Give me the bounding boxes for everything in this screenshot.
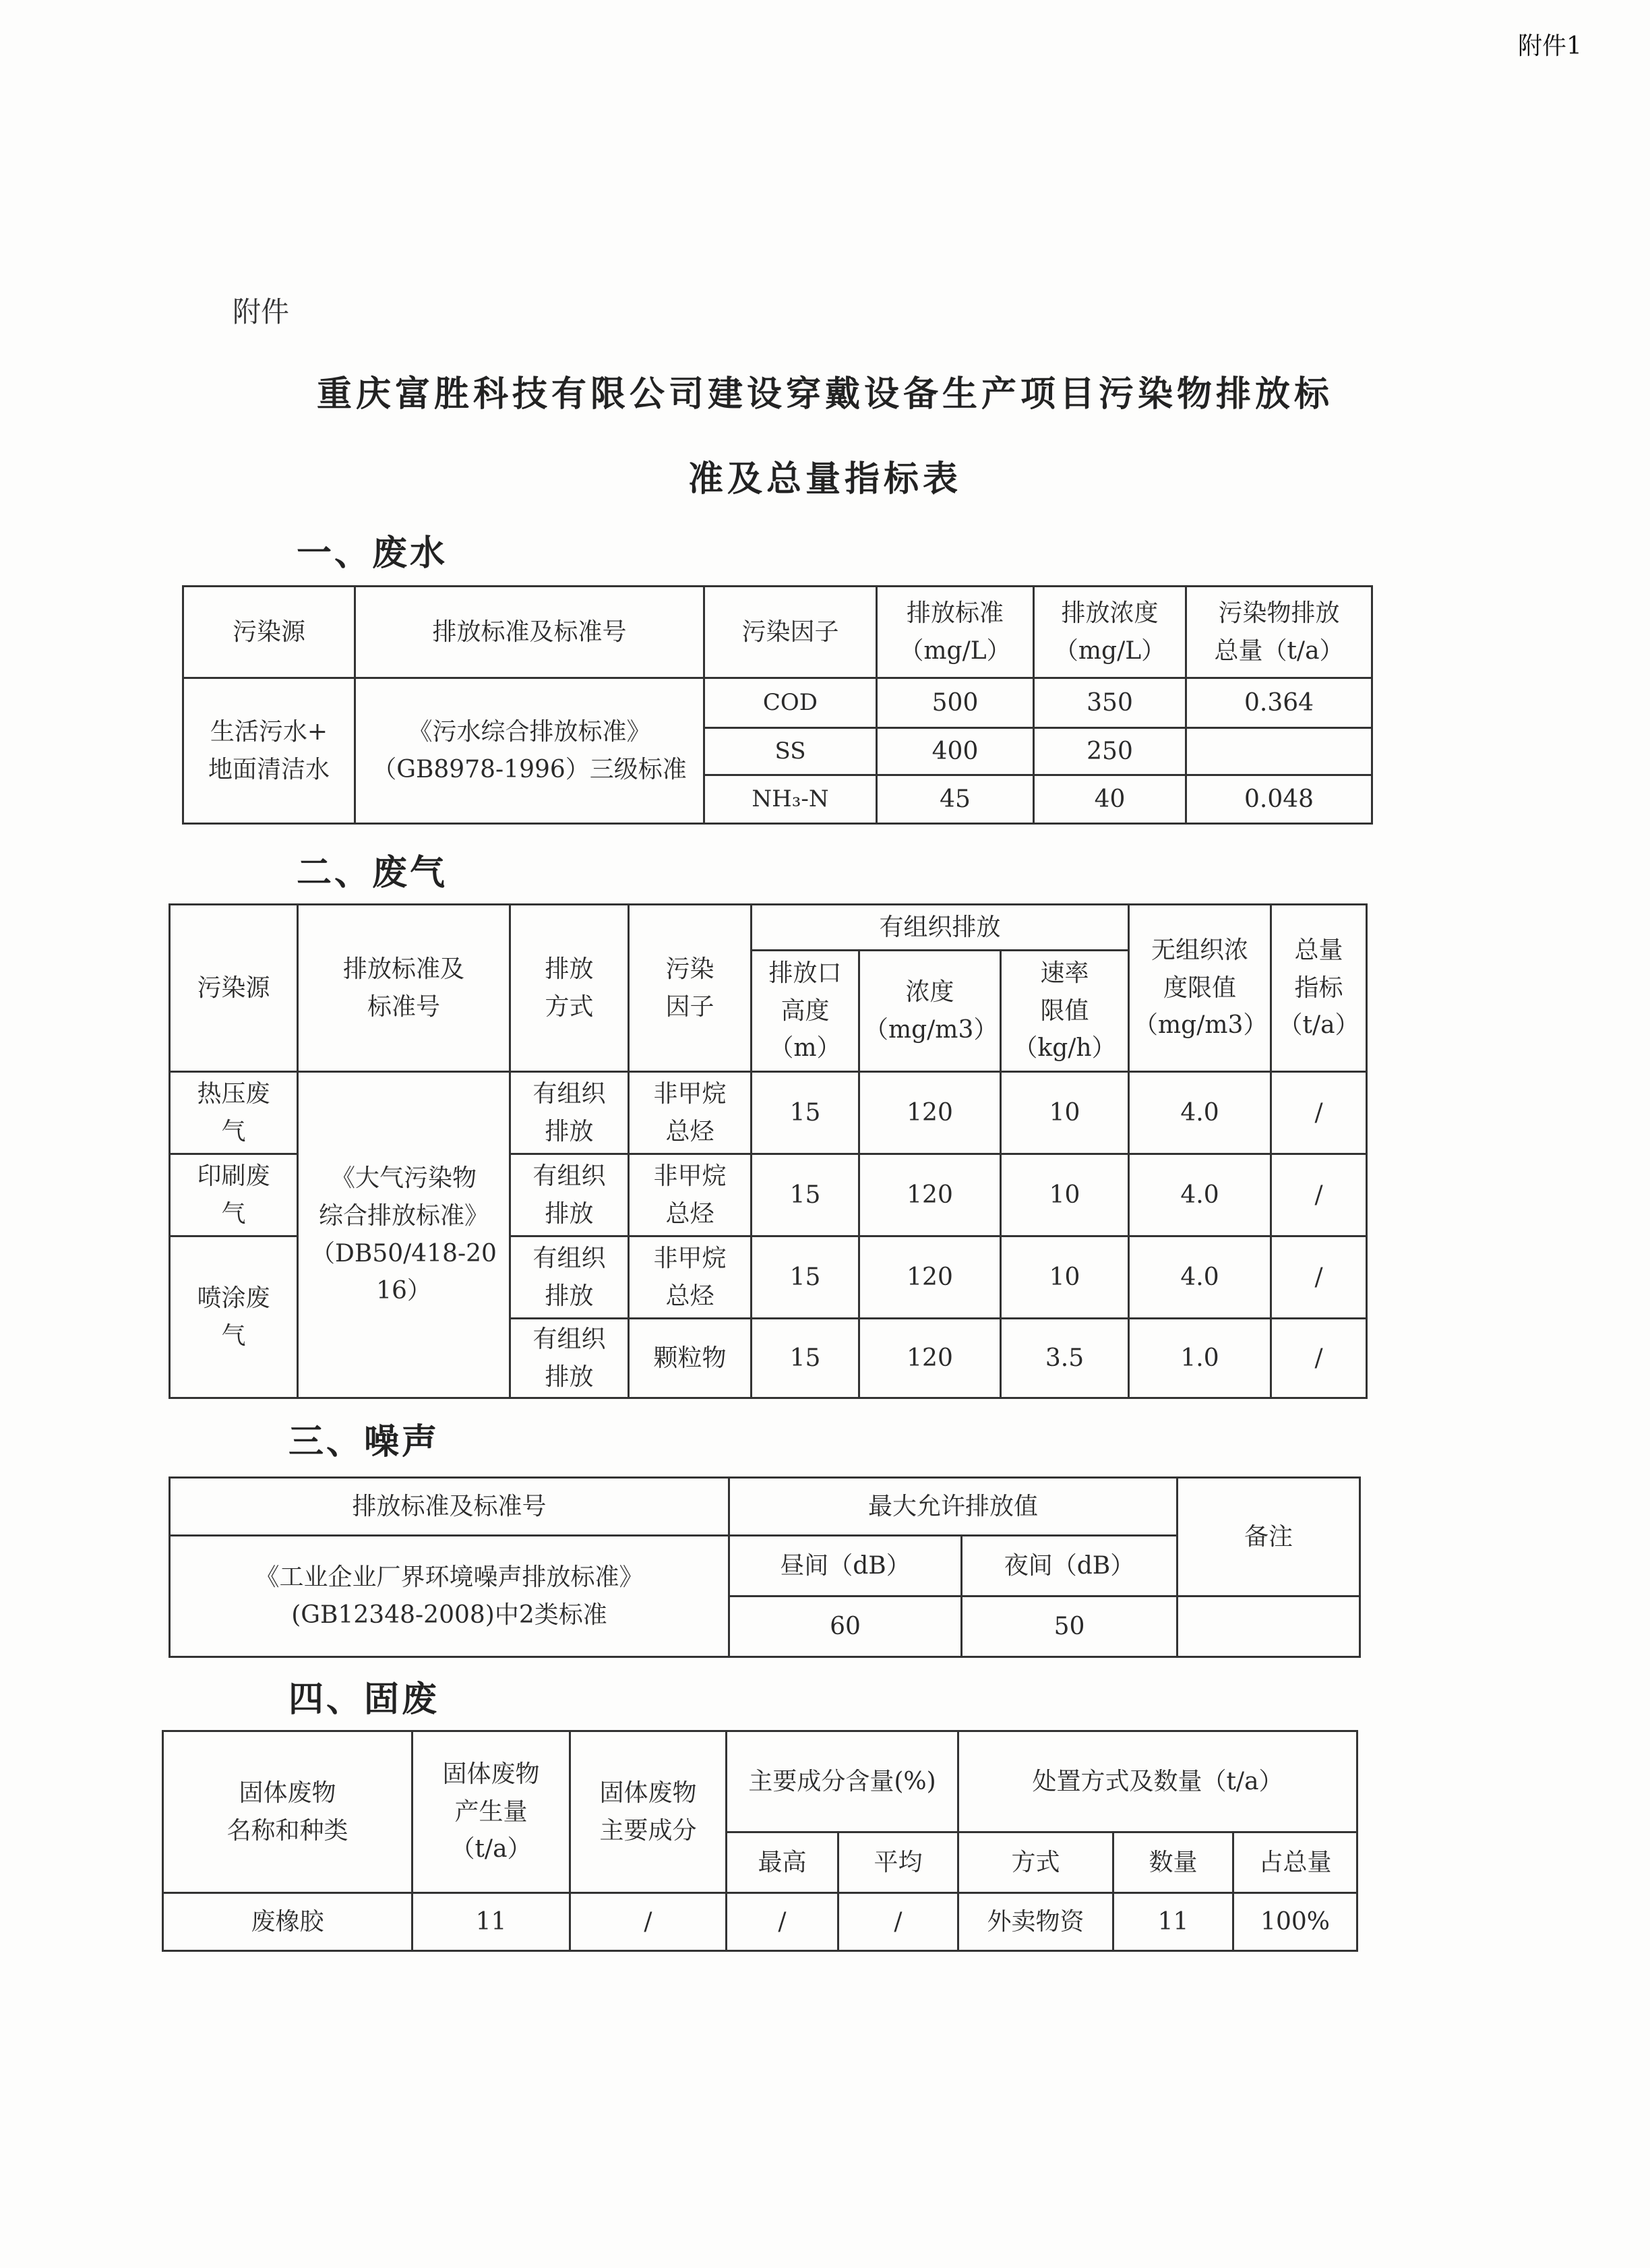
header-factor: 污染 因子 [629, 905, 752, 1072]
total-cell: / [1271, 1072, 1367, 1154]
fugitive-cell: 4.0 [1129, 1154, 1271, 1236]
source-cell: 喷涂废 气 [170, 1236, 298, 1398]
wastewater-standard: 《污水综合排放标准》 （GB8978-1996）三级标准 [355, 678, 704, 824]
section-heading-exhaust: 二、废气 [297, 852, 448, 893]
document-title-line-2: 准及总量指标表 [688, 458, 962, 500]
rate-cell: 10 [1001, 1154, 1129, 1236]
source-cell: 印刷废 气 [170, 1154, 298, 1236]
document-title-line-1: 重庆富胜科技有限公司建设穿戴设备生产项目污染物排放标 [316, 374, 1333, 415]
concentration-cell: 120 [859, 1072, 1001, 1154]
factor-cell: SS [704, 728, 877, 775]
component-cell: / [570, 1893, 727, 1951]
concentration-cell: 120 [859, 1154, 1001, 1236]
concentration-cell: 120 [859, 1319, 1001, 1398]
header-waste-name: 固体废物 名称和种类 [163, 1731, 413, 1893]
avg-cell: / [838, 1893, 958, 1951]
header-standard: 排放标准及标准号 [170, 1478, 729, 1536]
method-cell: 有组织 排放 [510, 1236, 629, 1319]
method-cell: 有组织 排放 [510, 1319, 629, 1398]
total-cell: / [1271, 1319, 1367, 1398]
concentration-cell: 250 [1034, 728, 1186, 775]
method-cell: 有组织 排放 [510, 1072, 629, 1154]
total-cell: 0.364 [1186, 678, 1372, 728]
wastewater-table [182, 585, 1373, 825]
total-cell [1186, 728, 1372, 775]
fugitive-cell: 4.0 [1129, 1236, 1271, 1319]
header-method: 方式 [958, 1832, 1113, 1893]
factor-cell: COD [704, 678, 877, 728]
rate-cell: 10 [1001, 1072, 1129, 1154]
header-main-component: 固体废物 主要成分 [570, 1731, 727, 1893]
max-cell: / [727, 1893, 838, 1951]
header-standard: 排放标准及 标准号 [298, 905, 510, 1072]
table-row [183, 678, 1372, 728]
header-factor: 污染因子 [704, 587, 877, 678]
header-avg: 平均 [838, 1832, 958, 1893]
day-value-cell: 60 [729, 1596, 962, 1657]
concentration-cell: 350 [1034, 678, 1186, 728]
wastewater-source: 生活污水+ 地面清洁水 [183, 678, 355, 824]
height-cell: 15 [752, 1319, 859, 1398]
header-outlet-height: 排放口 高度 （m） [752, 951, 859, 1072]
table-row [163, 1893, 1357, 1951]
night-value-cell: 50 [962, 1596, 1178, 1657]
factor-cell: NH₃-N [704, 775, 877, 824]
factor-cell: 非甲烷 总烃 [629, 1072, 752, 1154]
amount-cell: 11 [413, 1893, 570, 1951]
header-quantity: 数量 [1113, 1832, 1233, 1893]
header-share: 占总量 [1233, 1832, 1357, 1893]
total-cell: / [1271, 1236, 1367, 1319]
header-fugitive-limit: 无组织浓 度限值 （mg/m3） [1129, 905, 1271, 1072]
header-amount: 固体废物 产生量 （t/a） [413, 1731, 570, 1893]
header-method: 排放 方式 [510, 905, 629, 1072]
header-total: 污染物排放 总量（t/a） [1186, 587, 1372, 678]
noise-standard: 《工业企业厂界环境噪声排放标准》 (GB12348-2008)中2类标准 [170, 1536, 729, 1657]
limit-cell: 500 [877, 678, 1034, 728]
header-source: 污染源 [183, 587, 355, 678]
page-number-label: 附件1 [1518, 32, 1582, 60]
section-heading-solid-waste: 四、固废 [288, 1679, 440, 1720]
header-concentration: 浓度 （mg/m3） [859, 951, 1001, 1072]
header-concentration: 排放浓度 （mg/L） [1034, 587, 1186, 678]
header-organized-emission: 有组织排放 [752, 905, 1129, 951]
source-cell: 热压废 气 [170, 1072, 298, 1154]
factor-cell: 非甲烷 总烃 [629, 1236, 752, 1319]
solid-waste-table [162, 1730, 1358, 1952]
section-heading-wastewater: 一、废水 [297, 533, 448, 574]
exhaust-standard: 《大气污染物 综合排放标准》 （DB50/418-20 16） [298, 1072, 510, 1398]
height-cell: 15 [752, 1072, 859, 1154]
height-cell: 15 [752, 1154, 859, 1236]
header-disposal: 处置方式及数量（t/a） [958, 1731, 1357, 1832]
concentration-cell: 40 [1034, 775, 1186, 824]
header-day: 昼间（dB） [729, 1536, 962, 1596]
header-remark: 备注 [1178, 1478, 1360, 1596]
factor-cell: 颗粒物 [629, 1319, 752, 1398]
header-max: 最高 [727, 1832, 838, 1893]
exhaust-table [169, 903, 1368, 1399]
header-limit: 排放标准 （mg/L） [877, 587, 1034, 678]
height-cell: 15 [752, 1236, 859, 1319]
table-row [170, 1072, 1367, 1154]
header-rate-limit: 速率 限值 （kg/h） [1001, 951, 1129, 1072]
total-cell: 0.048 [1186, 775, 1372, 824]
concentration-cell: 120 [859, 1236, 1001, 1319]
limit-cell: 400 [877, 728, 1034, 775]
rate-cell: 10 [1001, 1236, 1129, 1319]
rate-cell: 3.5 [1001, 1319, 1129, 1398]
attachment-label: 附件 [233, 295, 290, 328]
header-content: 主要成分含量(%) [727, 1731, 958, 1832]
header-max-allowed: 最大允许排放值 [729, 1478, 1178, 1536]
header-standard: 排放标准及标准号 [355, 587, 704, 678]
quantity-cell: 11 [1113, 1893, 1233, 1951]
header-source: 污染源 [170, 905, 298, 1072]
factor-cell: 非甲烷 总烃 [629, 1154, 752, 1236]
waste-name-cell: 废橡胶 [163, 1893, 413, 1951]
section-heading-noise: 三、噪声 [288, 1421, 440, 1462]
method-cell: 外卖物资 [958, 1893, 1113, 1951]
fugitive-cell: 1.0 [1129, 1319, 1271, 1398]
fugitive-cell: 4.0 [1129, 1072, 1271, 1154]
share-cell: 100% [1233, 1893, 1357, 1951]
remark-cell [1178, 1596, 1360, 1657]
method-cell: 有组织 排放 [510, 1154, 629, 1236]
limit-cell: 45 [877, 775, 1034, 824]
noise-table [169, 1476, 1361, 1658]
total-cell: / [1271, 1154, 1367, 1236]
header-night: 夜间（dB） [962, 1536, 1178, 1596]
header-total: 总量 指标 （t/a） [1271, 905, 1367, 1072]
